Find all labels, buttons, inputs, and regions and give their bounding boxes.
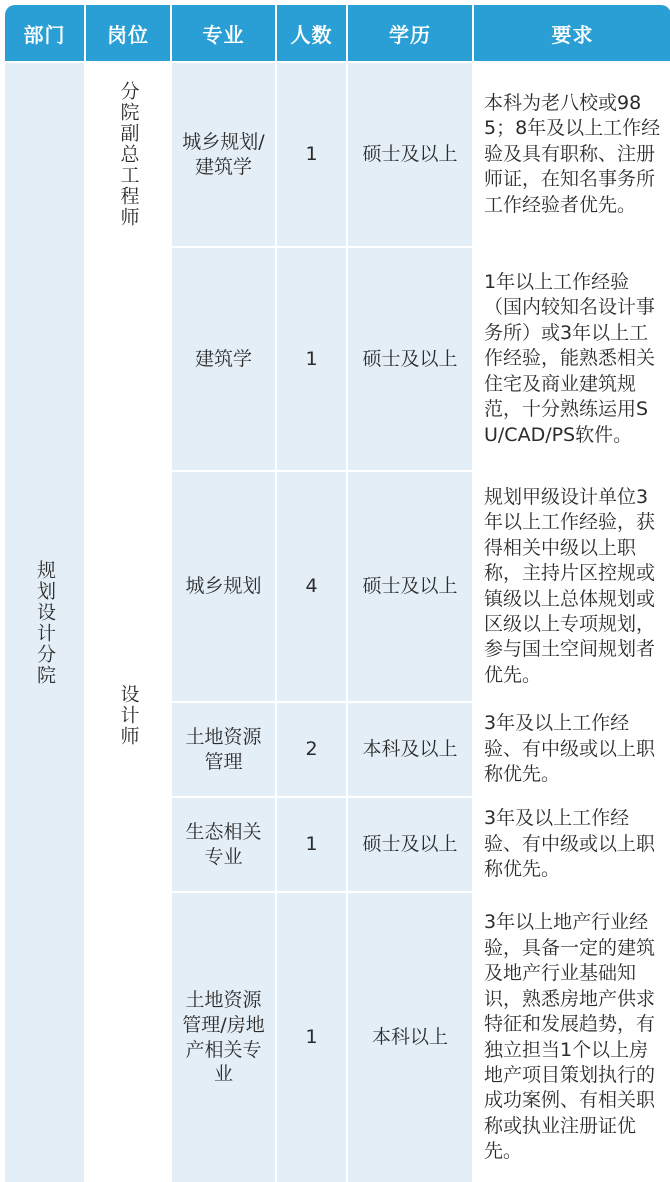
department-name: 规划设计分院	[34, 559, 56, 686]
count-cell: 2	[277, 703, 346, 796]
major-cell: 生态相关专业	[172, 798, 275, 891]
education-cell: 硕士及以上	[348, 63, 472, 246]
header-position: 岗位	[86, 5, 170, 61]
requirement-cell: 本科为老八校或985；8年及以上工作经验及具有职称、注册师证，在知名事务所工作经验者优先。	[474, 63, 670, 246]
requirement-cell: 规划甲级设计单位3年以上工作经验，获得相关中级以上职称，主持片区控规或镇级以上总体规划或区级以上专项规划，参与国土空间规划者优先。	[474, 472, 670, 701]
education-cell: 硕士及以上	[348, 472, 472, 701]
position-cell	[86, 248, 170, 1182]
major-cell: 土地资源管理	[172, 703, 275, 796]
count-cell: 1	[277, 63, 346, 246]
requirement-cell: 3年及以上工作经验、有中级或以上职称优先。	[474, 703, 670, 796]
count-cell: 1	[277, 798, 346, 891]
requirement-cell: 1年以上工作经验（国内较知名设计事务所）或3年以上工作经验，能熟悉相关住宅及商业建筑规范，十分熟练运用SU/CAD/PS软件。	[474, 248, 670, 470]
count-cell: 1	[277, 893, 346, 1182]
major-cell: 城乡规划/建筑学	[172, 63, 275, 246]
education-cell: 硕士及以上	[348, 248, 472, 470]
education-cell: 硕士及以上	[348, 798, 472, 891]
education-cell: 本科及以上	[348, 703, 472, 796]
education-cell: 本科以上	[348, 893, 472, 1182]
count-cell: 4	[277, 472, 346, 701]
department-cell	[5, 63, 84, 1182]
position-cell	[86, 63, 170, 246]
position-title: 分院副总工程师	[117, 81, 140, 228]
major-cell: 建筑学	[172, 248, 275, 470]
header-count: 人数	[277, 5, 346, 61]
position-title: 设计师	[117, 683, 140, 747]
major-cell: 土地资源管理/房地产相关专业	[172, 893, 275, 1182]
major-cell: 城乡规划	[172, 472, 275, 701]
header-department: 部门	[5, 5, 84, 61]
header-education: 学历	[348, 5, 472, 61]
requirement-cell: 3年以上地产行业经验，具备一定的建筑及地产行业基础知识，熟悉房地产供求特征和发展趋势，有独立担当1个以上房地产项目策划执行的成功案例、有相关职称或执业注册证优先。	[474, 893, 670, 1182]
header-requirement: 要求	[474, 5, 670, 61]
recruitment-table	[5, 5, 665, 1170]
requirement-cell: 3年及以上工作经验、有中级或以上职称优先。	[474, 798, 670, 891]
header-major: 专业	[172, 5, 275, 61]
count-cell: 1	[277, 248, 346, 470]
